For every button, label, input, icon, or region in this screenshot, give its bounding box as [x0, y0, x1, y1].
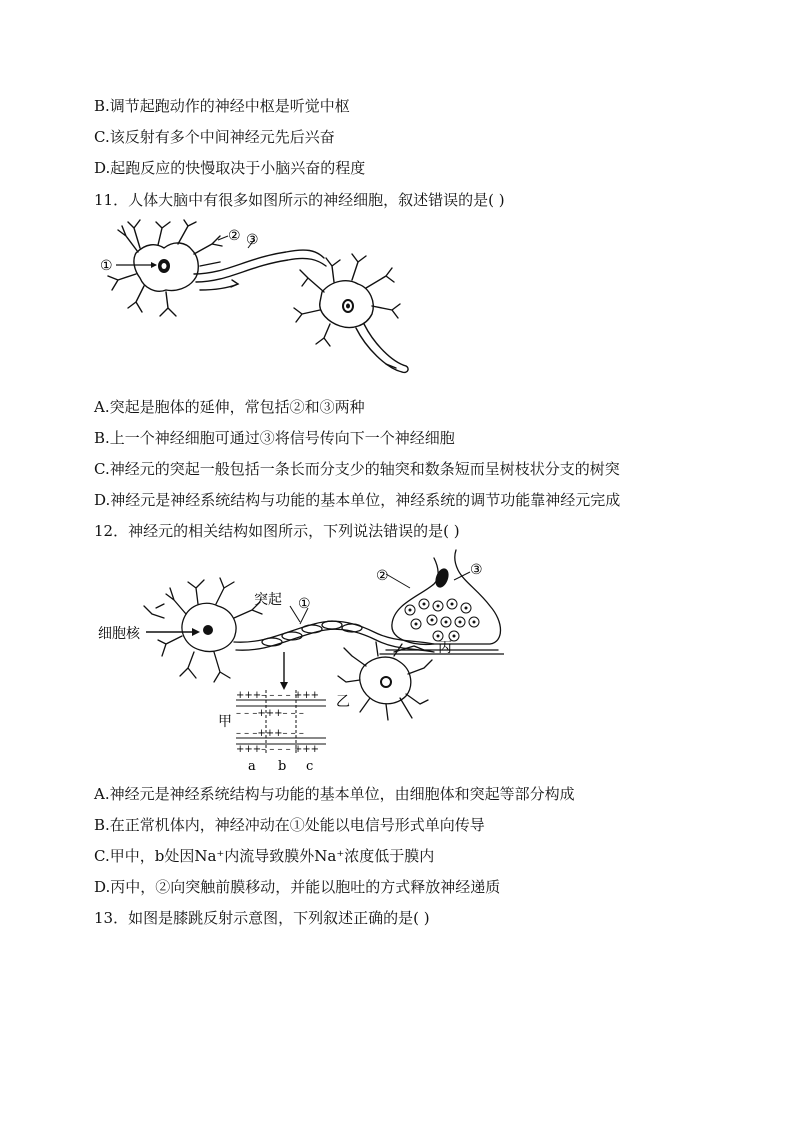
q11-option-b: B.上一个神经细胞可通过③将信号传向下一个神经细胞 — [94, 429, 455, 447]
q12-label-2: ② — [376, 568, 389, 584]
q12-membrane-top-outer: +++– – – – +++ — [236, 690, 319, 701]
q12-option-a: A.神经元是神经系统结构与功能的基本单位，由细胞体和突起等部分构成 — [94, 785, 575, 803]
q12-membrane-bottom-inner: – – –+++– – – — [236, 728, 304, 739]
q11-label-1: ① — [100, 258, 113, 274]
q11-option-d: D.神经元是神经系统结构与功能的基本单位，神经系统的调节功能靠神经元完成 — [94, 491, 621, 509]
q12-label-jia: 甲 — [218, 714, 232, 730]
q12-label-c: c — [306, 759, 314, 774]
q11-label-2: ② — [228, 228, 241, 244]
q12-label-b: b — [278, 759, 287, 774]
q12-label-yi: 乙 — [336, 694, 350, 710]
q12-label-3: ③ — [470, 562, 483, 578]
q12-membrane-bottom-outer: +++– – – – +++ — [236, 744, 319, 755]
q12-label-1: ① — [298, 596, 311, 612]
q12-label-a: a — [248, 759, 256, 774]
q13-stem: 13．如图是膝跳反射示意图，下列叙述正确的是( ) — [94, 909, 430, 927]
q12-label-process: 突起 — [254, 592, 282, 608]
q10-option-c: C.该反射有多个中间神经元先后兴奋 — [94, 128, 335, 146]
q12-option-c: C.甲中，b处因Na⁺内流导致膜外Na⁺浓度低于膜内 — [94, 847, 435, 865]
q12-membrane-top-inner: – – –+++– – – — [236, 708, 304, 719]
q12-neuron-structure-figure — [94, 548, 504, 776]
q10-option-d: D.起跑反应的快慢取决于小脑兴奋的程度 — [94, 159, 366, 177]
q11-option-a: A.突起是胞体的延伸，常包括②和③两种 — [94, 398, 365, 416]
q11-stem: 11．人体大脑中有很多如图所示的神经细胞，叙述错误的是( ) — [94, 191, 505, 209]
q12-stem: 12．神经元的相关结构如图所示，下列说法错误的是( ) — [94, 522, 460, 540]
q12-option-d: D.丙中，②向突触前膜移动，并能以胞吐的方式释放神经递质 — [94, 878, 501, 896]
q12-label-bing: 丙 — [438, 640, 452, 656]
q12-label-nucleus: 细胞核 — [98, 626, 140, 642]
q10-option-b: B.调节起跑动作的神经中枢是听觉中枢 — [94, 97, 350, 115]
q12-option-b: B.在正常机体内，神经冲动在①处能以电信号形式单向传导 — [94, 816, 485, 834]
q11-label-3: ③ — [246, 232, 259, 248]
q11-neuron-figure — [96, 218, 416, 388]
q11-option-c: C.神经元的突起一般包括一条长而分支少的轴突和数条短而呈树枝状分支的树突 — [94, 460, 620, 478]
